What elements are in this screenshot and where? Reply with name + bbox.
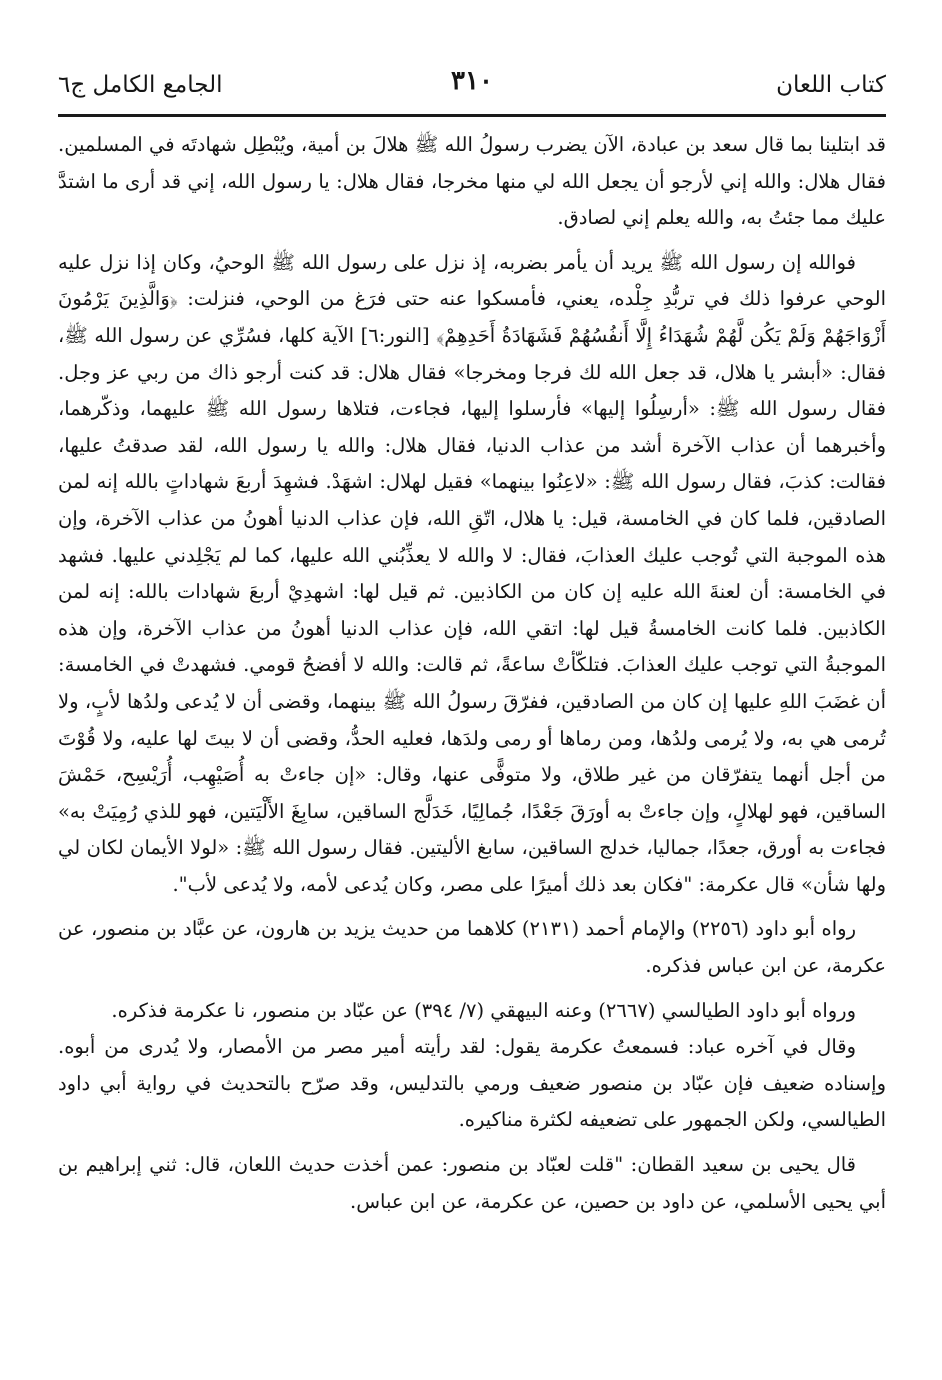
book-title: كتاب اللعان (776, 72, 886, 98)
paragraph-takhrij: رواه أبو داود (٢٢٥٦) والإمام أحمد (٢١٣١) كلاهما من حديث يزيد بن هارون، عن عبَّاد بن منصور، عن عكرمة، عن ابن عباس فذكره. (58, 917, 886, 978)
book-page (58, 58, 886, 1220)
page-header (58, 58, 886, 112)
header-rule (58, 114, 886, 117)
paragraph-opening: قد ابتلينا بما قال سعد بن عبادة، الآن يضرب رسولُ الله ﷺ هلالَ بن أمية، ويُبْطِل شهادتَه في المسلمين. فقال هلال: والله إني لأرجو أن يجعل الله لي منها مخرجا، فقال هلال: يا رسول الله، إني قد أرى ما اشتدَّ عليك مما جئتُ به، والله يعلم إني لصادق. (58, 133, 886, 230)
paragraph-tayalisi: ورواه أبو داود الطيالسي (٢٦٦٧) وعنه البيهقي (٧/ ٣٩٤) عن عبّاد بن منصور، نا عكرمة فذكره. (111, 998, 856, 1022)
collection-title: الجامع الكامل ج٦ (58, 72, 223, 98)
paragraph-qattan: قال يحيى بن سعيد القطان: "قلت لعبّاد بن منصور: عمن أخذت حديث اللعان، قال: ثني إبراهيم بن أبي يحيى الأسلمي، عن داود بن حصين، عن عكرمة، عن ابن عباس. (58, 1153, 886, 1213)
page-body (58, 127, 886, 1220)
paragraph-hadith: فوالله إن رسول الله ﷺ يريد أن يأمر بضربه، إذ نزل على رسول الله ﷺ الوحيُ، وكان إذا نزل عليه الوحي عرفوا ذلك في تربُّدِ جِلْده، يعني، فأمسكوا عنه حتى فرَغ من الوحي، فنزلت: ﴿وَالَّذِينَ يَرْمُونَ أَزْوَاجَهُمْ وَلَمْ يَكُن لَّهُمْ شُهَدَاءُ إِلَّا أَنفُسُهُمْ فَشَهَادَةُ أَحَدِهِمْ﴾ [النور:٦] الآية كلها، فسُرِّي عن رسول الله ﷺ، فقال: «أبشر يا هلال، قد جعل الله لك فرجا ومخرجا» فقال هلال: قد كنت أرجو ذاك من ربي عز وجل. فقال رسول الله ﷺ: «أرسِلُوا إليها» فأرسلوا إليها، فجاءت، فتلاها رسول الله ﷺ عليهما، وذكّرهما، وأخبرهما أن عذاب الآخرة أشد من عذاب الدنيا، فقال هلال: والله يا رسول الله، لقد صدقتُ عليها، فقالت: كذبَ، فقال رسول الله ﷺ: «لاعِنُوا بينهما» فقيل لهلال: اشهَدْ. فشهِدَ أربعَ شهاداتٍ بالله إنه لمن الصادقين، فلما كان في الخامسة، قيل: يا هلال، اتّقِ الله، فإن عذاب الدنيا أهونُ من عذاب الآخرة، وإن هذه الموجبة التي تُوجب عليك العذابَ، فقال: لا والله لا يعذِّبُني الله عليها، كما لم يَجْلِدني عليها. فشهد في الخامسة: أن لعنةَ الله عليه إن كان من الكاذبين. ثم قيل لها: اشهدِيْ أربعَ شهادات بالله: إنه لمن الكاذبين. فلما كانت الخامسةُ قيل لها: اتقي الله، فإن عذاب الدنيا أهونُ من عذاب الآخرة، وإن هذه الموجبةُ التي توجب عليك العذابَ. فتلكّأتْ ساعةً، ثم قالت: والله لا أفضحُ قومي. فشهدتْ في الخامسة: أن غضَبَ اللهِ عليها إن كان من الصادقين، ففرّقَ رسولُ الله ﷺ بينهما، وقضى أن لا يُدعى ولدُها لأبٍ، ولا تُرمى هي به، ولا يُرمى ولدُها، ومن رماها أو رمى ولدَها، فعليه الحدُّ، وقضى أن لا بيتَ لها عليه، ولا قُوْتَ من أجل أنهما يتفرّقان من غير طلاق، ولا متوفًّى عنها، وقال: «إن جاءتْ به أُصَيْهِب، أُرَيْسِح، حَمْشَ الساقين، فهو لهلالٍ، وإن جاءتْ به أورَقَ جَعْدًا، جُمالِيًا، خَدَلَّج الساقين، سابِغَ الأَلْيَتين، فهو للذي رُمِيَتْ به» فجاءت به أورق، جعدًا، جماليا، خدلج الساقين، سابغ الأليتين. فقال رسول الله ﷺ: «لولا الأيمان لكان لي ولها شأن» قال عكرمة: "فكان بعد ذلك أميرًا على مصر، وكان يُدعى لأمه، ولا يُدعى لأب". (58, 250, 886, 896)
paragraph-isnad-note: وقال في آخره عباد: فسمعتُ عكرمة يقول: لقد رأيته أمير مصر من الأمصار، ولا يُدرى من أبوه. وإسناده ضعيف فإن عبّاد بن منصور ضعيف ورمي بالتدليس، وقد صرّح بالتحديث في رواية أبي داود الطيالسي، ولكن الجمهور على تضعيفه لكثرة مناكيره. (58, 1035, 886, 1132)
page-number: ٣١٠ (451, 66, 493, 96)
